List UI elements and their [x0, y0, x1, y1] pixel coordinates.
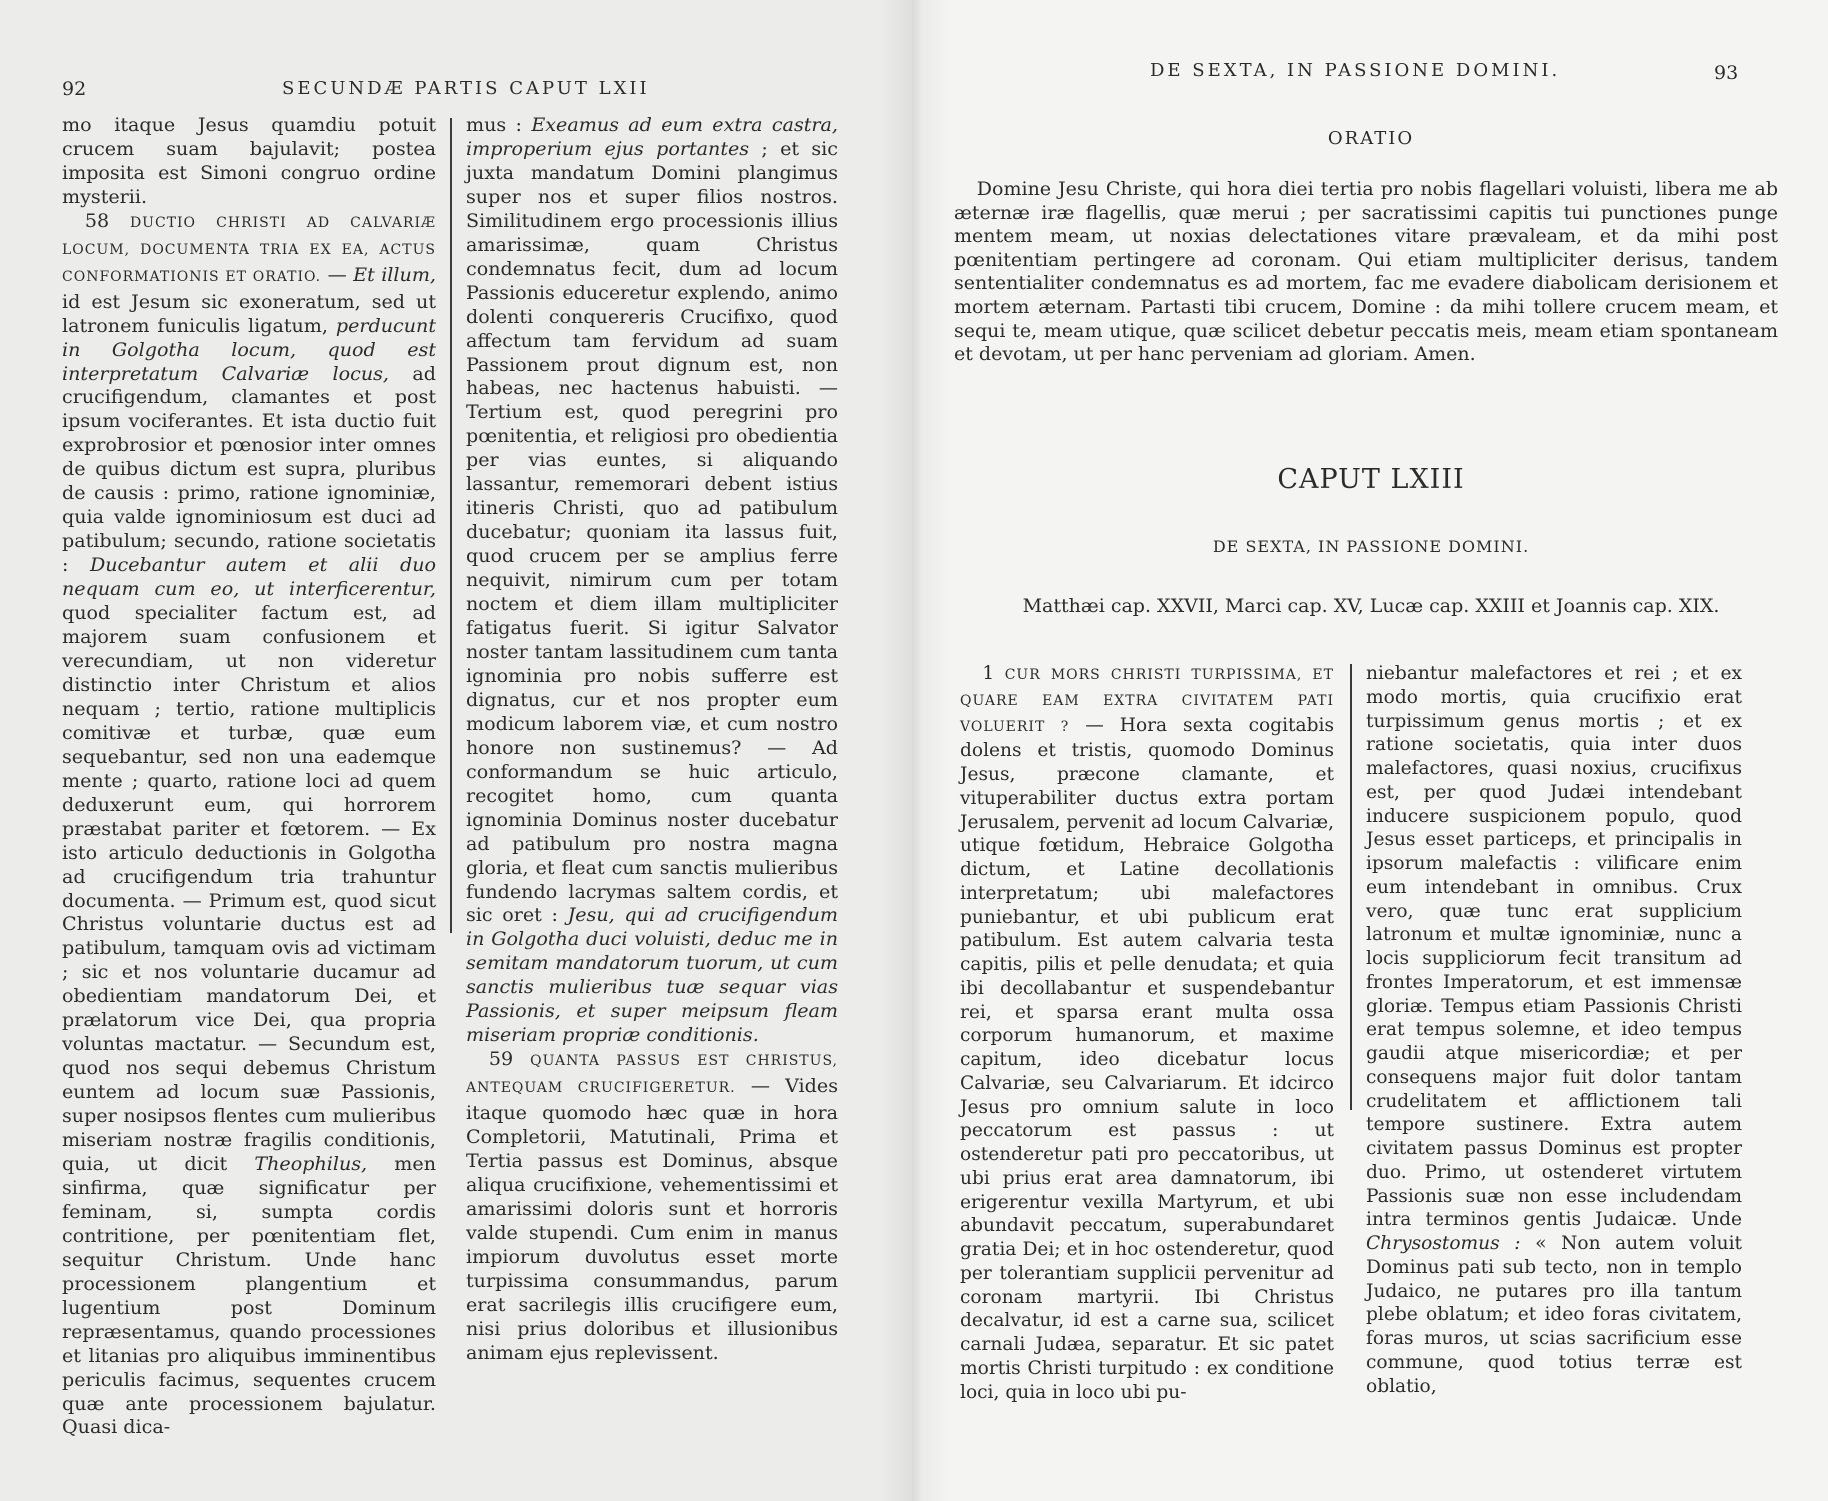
book-gutter-shadow: [880, 0, 950, 1501]
paragraph: [954, 178, 1778, 367]
italic-text: Chrysostomus :: [1366, 1233, 1521, 1254]
text-run: mus :: [466, 113, 532, 136]
italic-text: Ducebantur autem et alii duo nequam cum eo, ut interficerentur,: [62, 553, 436, 601]
small-caps-heading: QUANTA PASSUS EST CHRISTUS, ANTEQUAM CRUCIFIGERETUR.: [466, 1053, 838, 1097]
italic-text: Theophilus,: [254, 1151, 368, 1175]
paragraph: [466, 1047, 838, 1364]
text-run: 58: [84, 208, 130, 232]
text-run: — Vides itaque quomodo hæc quæ in hora Completorii, Matutinali, Prima et Tertia passus est Dominus, absque aliqua crucifixione, vehementissimi et amarissimi doloris sunt et horroris valde stupendi. Cum enim in manus impiorum duvolutus esset morte turpissima consummandus, parum erat sacrilegis illis crucifigere eum, nisi prius doloribus et illusionibus animam ejus replevissent.: [466, 1074, 838, 1364]
text-run: ; et sic juxta mandatum Domini plangimus super nos et super filios nostros. Similitudinem ergo processionis illius amarissimæ, quam Christus condemnatus fecit, dum ad locum Passionis educeretur explendo, animo dolenti conquereris Crucifixo, quod affectum tam fervidum ad suam Passionem prout dignum est, non habeas, nec hactenus habuisti. — Tertium est, quod peregrini pro pœnitentia, et religiosi pro obedientia per vias euntes, si aliquando lassantur, rememorari debent istius itineris Christi, quo ad patibulum ducebatur; quoniam ita lassus fuit, quod crucem per se amplius ferre nequivit, nimirum cum per totam noctem et diem illam multipliciter fatigatus fuerit. Si igitur Salvator noster tantam lassitudinem cum tanta ignominia pro nobis sufferre est dignatus, cur et nos propter eum modicum laborem viæ, et cum nostro honore non sustinemus? — Ad conformandum se huic articulo, recogitet homo, cum quanta ignominia Dominus noster ducebatur ad patibulum pro nostra magna gloria, et fleat cum sanctis mulieribus fundendo lacrymas saltem cordis, et sic oret :: [466, 136, 838, 927]
right-running-head: DE SEXTA, IN PASSIONE DOMINI.: [1150, 60, 1561, 81]
paragraph: [960, 662, 1334, 1404]
text-run: ad crucifigendum, clamantes et post ipsum vociferantes. Et ista ductio fuit exprobrosior et pœnosior inter omnes de quibus dictum est supra, pluribus de causis : primo, ratione ignominiæ, quia valde ignominiosum est duci ad patibulum; secundo, ratione societatis :: [62, 361, 436, 577]
right-page: [914, 0, 1828, 1501]
text-run: —: [321, 262, 354, 286]
right-page-number: 93: [1714, 62, 1739, 84]
text-run: id est Jesum sic exoneratum, sed ut latronem funiculis ligatum,: [62, 289, 436, 337]
left-page-number: 92: [62, 78, 87, 100]
paragraph: [466, 113, 838, 1047]
text-run: niebantur malefactores et rei ; et ex modo mortis, quia crucifixio erat turpissimum genus mortis ; et ex ratione societatis, quia inter duos malefactores, quasi noxius, crucifixus est, per quod Judæi intendebant inducere suspicionem populo, quod Jesus esset particeps, et principalis in ipsorum malefactis : vilificare enim eum intendebant in omnibus. Crux vero, quæ tunc erat supplicium latronum et multæ ignominiæ, nunc a locis suppliciorum fecit transitum ad frontes Imperatorum, et est immensæ gloriæ. Tempus etiam Passionis Christi erat tempus solemne, et ideo tempus gaudii atque misericordiæ; et per consequens major fuit dolor tantam crudelitatem et afflictionem tali tempore sustinere. Extra autem civitatem passus Dominus est propter duo. Primo, ut ostenderet virtutem Passionis suæ non esse includendam intra terminos gentis Judaicæ. Unde: [1366, 663, 1742, 1231]
small-caps-heading: DUCTIO CHRISTI AD CALVARIÆ LOCUM, DOCUMENTA TRIA EX EA, ACTUS CONFORMATIONIS ET ORATIO.: [62, 214, 436, 285]
left-running-head: SECUNDÆ PARTIS CAPUT LXII: [282, 78, 650, 99]
text-run: Domine Jesu Christe, qui hora diei tertia pro nobis flagellari voluisti, libera me ab æternæ iræ flagellis, quæ merui ; per sacratissimi capitis tui punctiones punge mentem meam, ut noxias delectationes vitare prævaleam, et da mihi post pœnitentiam pertingere ad coronam. Qui etiam multipliciter derisus, tandem sententialiter condemnatus es ad mortem, fac me evadere diabolicam derisionem et mortem æternam. Partasti tibi crucem, Domine : da mihi tollere crucem meam, et sequi te, meam utique, quæ scilicet debetur peccatis meis, meam etiam spontaneam et devotam, ut per hanc perveniam ad gloriam. Amen.: [954, 178, 1778, 366]
paragraph: [62, 209, 436, 1440]
italic-text: perducunt in Golgotha locum, quod est interpretatum Calvariæ locus,: [62, 313, 436, 385]
left-column-1: [62, 113, 436, 1439]
text-run: quod specialiter factum est, ad majorem suam confusionem et verecundiam, ut non videretur distinctio inter Christum et alios nequam ; tertio, ratione multiplicis comitivæ et turbæ, quæ eum sequebantur, sed non una eademque mente ; quarto, ratione loci ad quem deduxerunt eum, qui horrorem præstabat pariter et fœtorem. — Ex isto articulo deductionis in Golgotha ad crucifigendum tria trahuntur documenta. — Primum est, quod sicut Christus voluntarie ductus est ad patibulum, tamquam ovis ad victimam ; sic et nos voluntarie ducamur ad obedientiam mandatorum Dei, et prælatorum vice Dei, qua propria voluntas mactatur. — Secundum est, quod nos sequi debemus Christum euntem ad locum suæ Passionis, super nosipsos flentes cum mulieribus miseriam nostræ fragilis conditionis, quia, ut dicit: [62, 601, 436, 1175]
italic-text: Exeamus ad eum extra castra, improperium ejus portantes: [466, 113, 838, 160]
paragraph: [1366, 662, 1742, 1398]
left-column-divider: [450, 118, 452, 933]
chapter-title: CAPUT LXIII: [1277, 464, 1465, 495]
right-column-2: [1366, 662, 1742, 1398]
text-run: mo itaque Jesus quamdiu potuit crucem suam bajulavit; postea imposita est Simoni congruo ordine mysterii.: [62, 113, 436, 208]
right-column-1: [960, 662, 1334, 1404]
right-column-divider: [1350, 664, 1352, 1110]
text-run: 1: [982, 663, 1005, 684]
text-run: « Non autem voluit Dominus pati sub tecto, non in templo Judaico, ne putares pro illa tantum plebe oblatum; et ideo foras civitatem, foras muros, ut scias sacrificium esse commune, quod totius terræ est oblatio,: [1366, 1233, 1742, 1397]
text-run: men sinfirma, quæ significatur per feminam, si, sumpta cordis contritione, per pœnitentiam flet, sequitur Christum. Unde hanc processionem plangentium et lugentium post Dominum repræsentamus, quando processiones et litanias pro aliquibus imminentibus periculis facimus, sequentes crucem quæ ante processionem bajulatur. Quasi dica-: [62, 1151, 437, 1439]
text-run: — Hora sexta cogitabis dolens et tristis, quomodo Dominus Jesus, præcone clamante, et vituperabiliter ductus extra portam Jerusalem, pervenit ad locum Calvariæ, utique fœtidum, Hebraice Golgotha dictum, et Latine decollationis interpretatum; ubi malefactores puniebantur, et ubi publicum erat patibulum. Est autem calvaria testa capitis, pilis et pelle denudata; et quia ibi decollabantur et suspendebantur rei, et sparsa erant multa ossa corporum humanorum, et maxime capitum, ideo dicebatur locus Calvariæ, seu Calvariarum. Et idcirco Jesus pro omnium salute in loco peccatorum est passus : ut ostenderetur pati pro peccatoribus, ut ubi prius erat area damnatorum, ibi erigerentur vexilla Martyrum, et ubi abundavit peccatum, superabundaret gratia Dei; et in hoc ostenderetur, quod per tolerantiam supplicii pervenitur ad coronam martyrii. Ibi Christus decalvatur, id est a carne sua, scilicet carnali Judæa, separatur. Et sic patet mortis Christi turpitudo : ex conditione loci, quia in loco ubi pu-: [960, 714, 1334, 1403]
italic-text: Jesu, qui ad crucifigendum in Golgotha duci voluisti, deduc me in semitam mandatorum tuorum, ut cum sanctis mulieribus tuæ sequar vias Passionis, et super meipsum fleam miseriam propriæ conditionis.: [466, 903, 838, 1047]
oratio-heading: ORATIO: [1327, 128, 1415, 149]
chapter-references: Matthæi cap. XXVII, Marci cap. XV, Lucæ cap. XXIII et Joannis cap. XIX.: [1022, 595, 1720, 617]
chapter-subtitle: DE SEXTA, IN PASSIONE DOMINI.: [1212, 537, 1530, 556]
text-run: 59: [488, 1047, 531, 1071]
paragraph: [62, 113, 436, 209]
oratio-text: [954, 178, 1778, 367]
small-caps-heading: CUR MORS CHRISTI TURPISSIMA, ET QUARE EAM EXTRA CIVITATEM PATI VOLUERIT ?: [960, 667, 1334, 735]
left-column-2: [466, 113, 838, 1365]
italic-text: Et illum,: [353, 262, 436, 286]
